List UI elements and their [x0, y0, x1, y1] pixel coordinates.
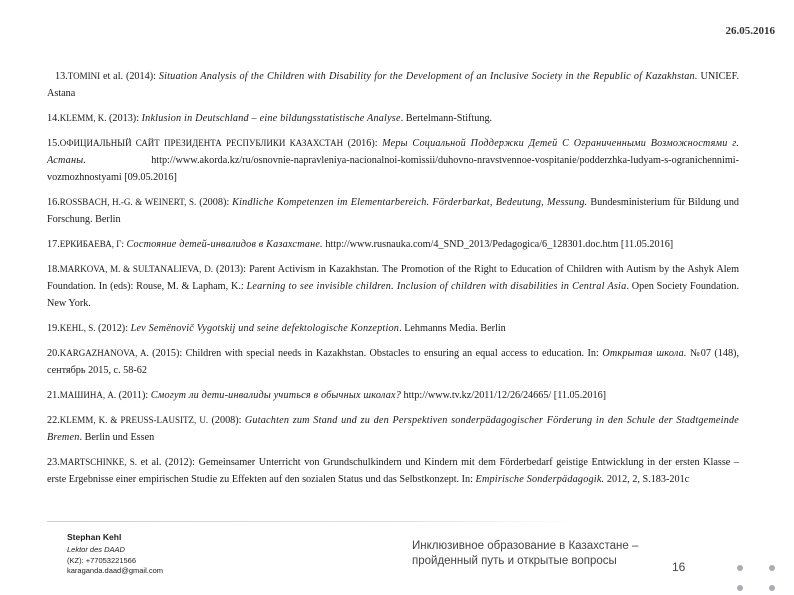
decorative-dot [737, 585, 743, 591]
page-number: 16 [672, 560, 686, 574]
reference-item: 20.KARGAZHANOVA, A. (2015): Children with special needs in Kazakhstan. Obstacles to ensuring an equal access to education. In: Открытая школа. №07 (148), сентябрь 2015, с. 58-62 [47, 348, 739, 376]
presenter-phone: (KZ): +77053221566 [67, 555, 137, 565]
decorative-dot [737, 565, 743, 571]
reference-item: 19.KEHL, S. (2012): Lev Semënovič Vygotskij und seine defektologische Konzeption. Lehmanns Media. Berlin [47, 323, 506, 334]
reference-list [47, 68, 739, 496]
decorative-dot [769, 565, 775, 571]
reference-item: 23.MARTSCHINKE, S. et al. (2012): Gemeinsamer Unterricht von Grundschulkindern und Kindern mit dem Förderbedarf geistige Entwicklung in der ersten Klasse – erste Ergebnisse einer empirischen Studie zu Effekten auf den sozialen Status und das Selbstkonzept. In: Empirische Sonderpädagogik. 2012, 2, S.183-201c [47, 457, 740, 485]
presenter-email: karaganda.daad@gmail.com [67, 566, 164, 575]
footer-divider [47, 521, 577, 522]
presenter-info [67, 532, 163, 577]
reference-item: 14.KLEMM, K. (2013): Inklusion in Deutschland – eine bildungsstatistische Analyse. Bertelmann-Stiftung. [47, 113, 493, 124]
reference-item: 22.KLEMM, K. & PREUSS-LAUSITZ, U. (2008): Gutachten zum Stand und zu den Perspektiven sonderpädagogischer Förderung in den Schule der Stadtgemeinde Bremen. Berlin und Essen [47, 415, 739, 443]
reference-item: 17.ЕРКИБАЕВА, Г: Состояние детей-инвалидов в Казахстане. http://www.rusnauka.com/4_SND_2013/Pedagogica/6_128301.doc.htm [11.05.2016] [47, 239, 674, 250]
presenter-name: Stephan Kehl [67, 532, 122, 542]
slide-date: 26.05.2016 [725, 25, 775, 37]
decorative-dot [769, 585, 775, 591]
reference-item: 13.TOMINI et al. (2014): Situation Analysis of the Children with Disability for the Development of an Inclusive Society in the Republic of Kazakhstan. UNICEF. Astana [47, 71, 740, 99]
reference-item: 15.ОФИЦИАЛЬНЫЙ САЙТ ПРЕЗИДЕНТА РЕСПУБЛИКИ КАЗАХСТАН (2016): Меры Социальной Поддержки Детей С Ограниченными Возможностями г. Астаны. http://www.akorda.kz/ru/osnovnie-napravleniya-nacionalnoi-komissii/duhovno-nravstvennoe-vospitanie/podderzhka-ludyam-s-ogranichennimi-vozmozhnostyami [09.05.2016] [47, 138, 739, 183]
reference-item: 18.MARKOVA, M. & SULTANALIEVA, D. (2013): Parent Activism in Kazakhstan. The Promotion of the Right to Education of Children with Autism by the Ashyk Alem Foundation. In (eds): Rouse, M. & Lapham, K.: Learning to see invisible children. Inclusion of children with disabilities in Central Asia. Open Society Foundation. New York. [47, 264, 740, 309]
reference-item: 21.МАШИНА, А. (2011): Смогут ли дети-инвалиды учиться в обычных школах? http://www.tv.kz/2011/12/26/24665/ [11.05.2016] [47, 390, 607, 401]
presentation-title: Инклюзивное образование в Казахстане – пройденный путь и открытые вопросы [412, 540, 639, 567]
presenter-role: Lektor des DAAD [67, 545, 125, 554]
reference-item: 16.ROSSBACH, H.-G. & WEINERT, S. (2008): Kindliche Kompetenzen im Elementarbereich. Förderbarkat, Bedeutung, Messung. Bundesministerium für Bildung und Forschung. Berlin [47, 197, 740, 225]
